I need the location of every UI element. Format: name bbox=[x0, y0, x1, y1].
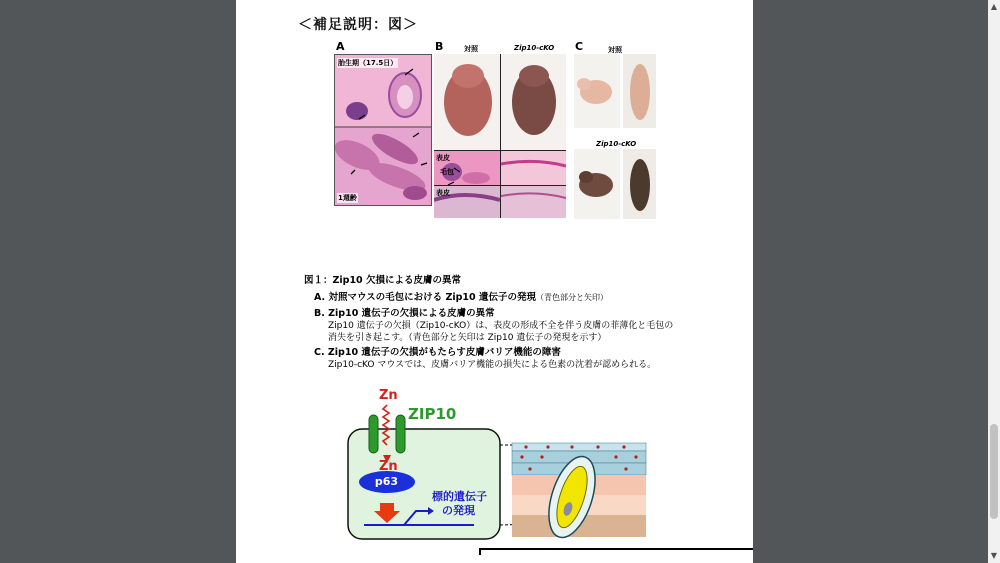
zn-inside-label: Zn bbox=[379, 459, 398, 474]
caption-b-line1: Zip10 遺伝子の欠損（Zip10-cKO）は、表皮の形成不全を伴う皮膚の菲薄化と毛包の bbox=[328, 321, 674, 331]
scroll-down-icon[interactable]: ▼ bbox=[990, 551, 998, 560]
zn-outside-label: Zn bbox=[379, 388, 398, 403]
caption-item-a bbox=[314, 289, 608, 303]
panel-b-letter: B bbox=[435, 40, 444, 53]
panel-a-histology bbox=[334, 54, 432, 206]
panel-b-epidermis-label: 表皮 bbox=[436, 154, 450, 162]
panel-b-images bbox=[434, 54, 566, 218]
caption-a-note: （青色部分と矢印） bbox=[535, 293, 608, 302]
panel-c-cko-image bbox=[574, 149, 656, 219]
section-heading: ＜補足説明：図＞ bbox=[298, 17, 418, 33]
zip10-channel-right bbox=[396, 415, 405, 453]
panel-c-control-image bbox=[574, 54, 656, 128]
zip10-channel-left bbox=[369, 415, 378, 453]
document-page bbox=[236, 0, 753, 563]
scroll-up-icon[interactable]: ▲ bbox=[990, 2, 998, 11]
panel-c-cko-images bbox=[574, 149, 656, 219]
vertical-scrollbar[interactable] bbox=[988, 0, 1000, 563]
panel-a-label-embryo: 胎生期（17.5日） bbox=[338, 59, 398, 67]
figure-caption-title: 図１：Zip10 欠損による皮膚の異常 bbox=[304, 275, 461, 286]
panel-c-control-label: 対照 bbox=[608, 46, 622, 54]
zip10-label: ZIP10 bbox=[408, 405, 457, 423]
panel-a-image bbox=[335, 55, 431, 205]
panel-c-letter: C bbox=[575, 40, 584, 53]
p63-label: p63 bbox=[374, 475, 399, 488]
panel-b-image bbox=[434, 54, 566, 218]
panel-a-label-1week: 1週齢 bbox=[338, 194, 357, 202]
panel-a-letter: A bbox=[336, 40, 345, 53]
target-gene-line2: の発現 bbox=[442, 504, 475, 517]
panel-c-control-images bbox=[574, 54, 656, 128]
caption-b-line2: 消失を引き起こす。（青色部分と矢印は Zip10 遺伝子の発現を示す） bbox=[328, 333, 607, 343]
panel-b-follicle-label: 毛包 bbox=[440, 168, 454, 176]
panel-c-cko-label: Zip10-cKO bbox=[596, 140, 637, 148]
panel-b-control-label: 対照 bbox=[464, 45, 478, 53]
target-gene-line1: 標的遺伝子 bbox=[432, 490, 487, 503]
panel-b-cko-label: Zip10-cKO bbox=[514, 44, 555, 52]
scrollbar-thumb[interactable] bbox=[990, 424, 998, 519]
caption-a-text: A. 対照マウスの毛包における Zip10 遺伝子の発現 bbox=[314, 292, 536, 303]
panel-b-epidermis2-label: 表皮 bbox=[436, 189, 450, 197]
bracket bbox=[480, 549, 753, 555]
caption-item-c: C. Zip10 遺伝子の欠損がもたらす皮膚バリア機能の障害 bbox=[314, 347, 561, 358]
caption-c-line1: Zip10-cKO マウスでは、皮膚バリア機能の損失による色素の沈着が認められる。 bbox=[328, 360, 657, 370]
caption-item-b: B. Zip10 遺伝子の欠損による皮膚の異常 bbox=[314, 308, 495, 319]
zip10-mechanism-diagram bbox=[336, 385, 753, 563]
